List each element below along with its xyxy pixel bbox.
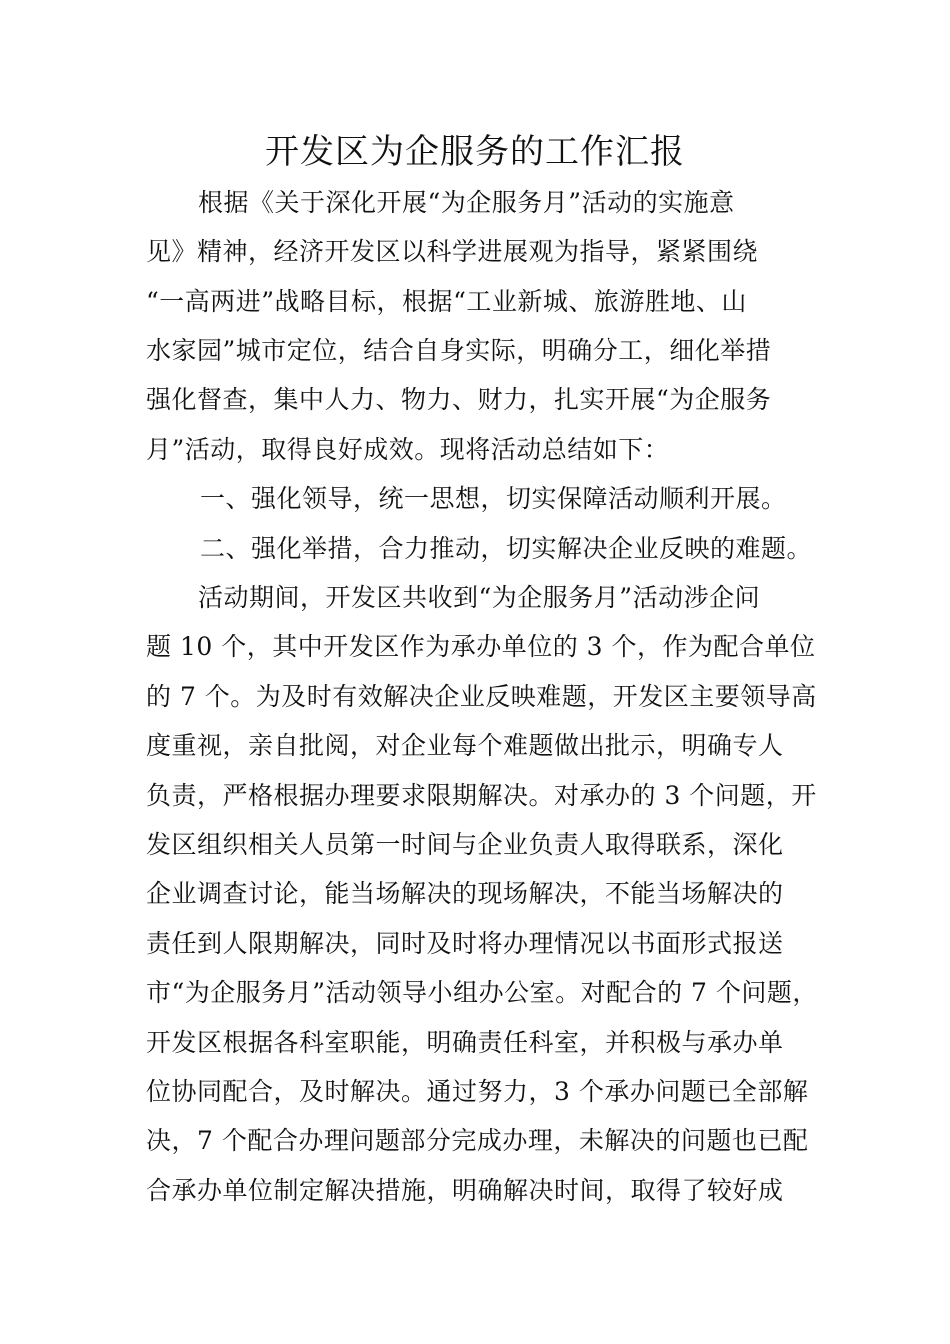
paragraph-line: 合承办单位制定解决措施，明确解决时间，取得了较好成 <box>146 1176 784 1205</box>
paragraph-line: 的 7 个。为及时有效解决企业反映难题，开发区主要领导高 <box>146 682 817 711</box>
paragraph-line: 位协同配合，及时解决。通过努力，3 个承办问题已全部解 <box>146 1077 809 1106</box>
paragraph-line: 负责，严格根据办理要求限期解决。对承办的 3 个问题，开 <box>146 781 817 810</box>
paragraph-line: 题 10 个，其中开发区作为承办单位的 3 个，作为配合单位 <box>146 632 816 661</box>
paragraph-line: 见》精神，经济开发区以科学进展观为指导，紧紧围绕 <box>146 237 759 266</box>
paragraph-line: 活动期间，开发区共收到“为企服务月”活动涉企问 <box>198 583 761 612</box>
paragraph-line: 决，7 个配合办理问题部分完成办理，未解决的问题也已配 <box>146 1126 809 1155</box>
section-heading-1: 一、强化领导，统一思想，切实保障活动顺利开展。 <box>200 484 787 513</box>
paragraph-line: 水家园”城市定位，结合自身实际，明确分工，细化举措 <box>146 336 772 365</box>
paragraph-line: 企业调查讨论，能当场解决的现场解决，不能当场解决的 <box>146 879 784 908</box>
paragraph-line: 强化督查，集中人力、物力、财力，扎实开展“为企服务 <box>146 385 772 414</box>
paragraph-line: 发区组织相关人员第一时间与企业负责人取得联系，深化 <box>146 830 784 859</box>
paragraph-line: 月”活动，取得良好成效。现将活动总结如下： <box>146 435 670 464</box>
paragraph-line: 根据《关于深化开展“为企服务月”活动的实施意 <box>198 188 735 217</box>
paragraph-line: 度重视，亲自批阅，对企业每个难题做出批示，明确专人 <box>146 731 784 760</box>
paragraph-line: 市“为企服务月”活动领导小组办公室。对配合的 7 个问题， <box>146 978 818 1007</box>
paragraph-line: “一高两进”战略目标，根据“工业新城、旅游胜地、山 <box>146 287 747 316</box>
paragraph-line: 开发区根据各科室职能，明确责任科室，并积极与承办单 <box>146 1028 784 1057</box>
document-title: 开发区为企服务的工作汇报 <box>265 132 685 172</box>
paragraph-line: 责任到人限期解决，同时及时将办理情况以书面形式报送 <box>146 929 784 958</box>
section-heading-2: 二、强化举措，合力推动，切实解决企业反映的难题。 <box>200 534 813 563</box>
